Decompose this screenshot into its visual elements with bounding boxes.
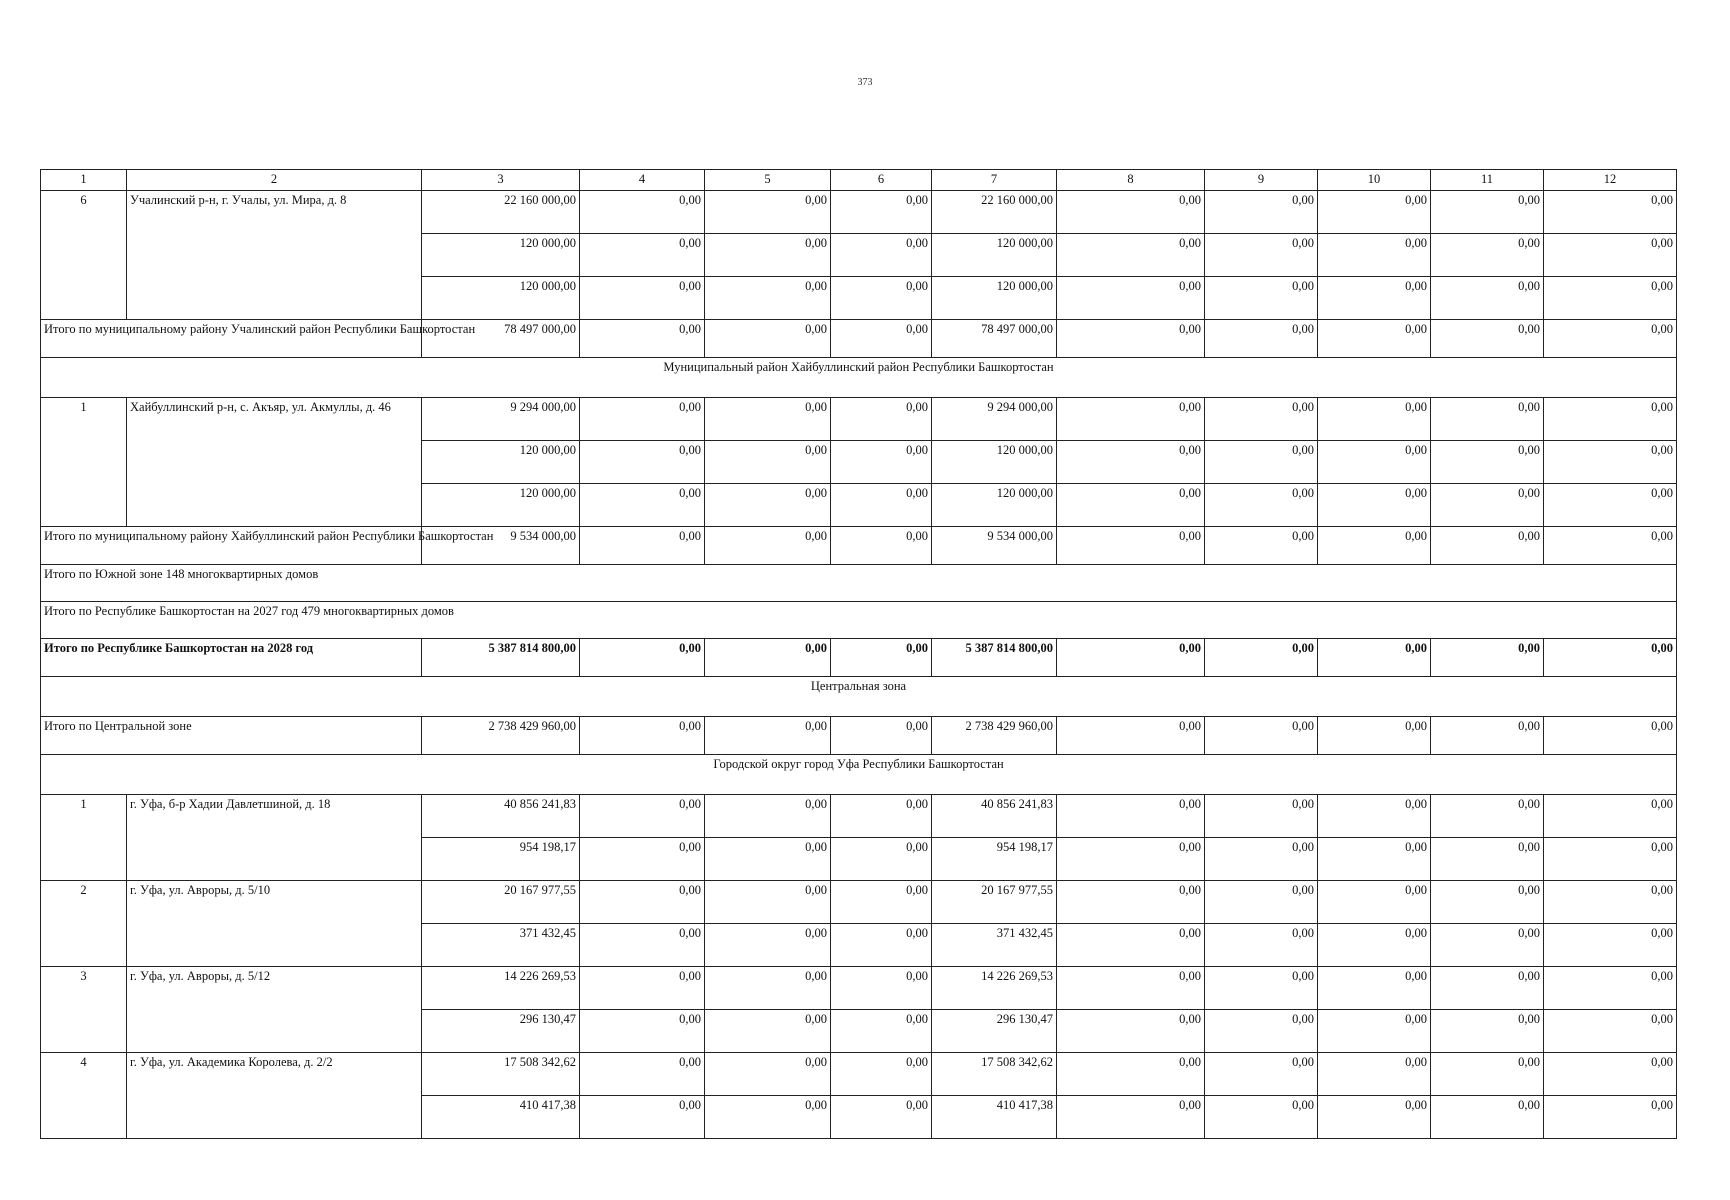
value-cell: 0,00	[1205, 191, 1318, 234]
value-cell: 0,00	[1318, 1096, 1431, 1139]
value-cell: 0,00	[1431, 484, 1544, 527]
value-cell: 0,00	[1205, 320, 1318, 358]
address-cell: Учалинский р-н, г. Учалы, ул. Мира, д. 8	[127, 191, 422, 320]
value-cell: 20 167 977,55	[932, 881, 1057, 924]
value-cell: 0,00	[1431, 527, 1544, 565]
value-cell: 0,00	[1057, 881, 1205, 924]
address-cell: Хайбуллинский р-н, с. Акъяр, ул. Акмуллы, д. 46	[127, 398, 422, 527]
value-cell: 0,00	[1544, 398, 1677, 441]
value-cell: 0,00	[705, 881, 831, 924]
value-cell: 0,00	[580, 277, 705, 320]
total-label: Итого по муниципальному району Хайбуллинский район Республики Башкортостан	[41, 527, 422, 565]
value-cell: 120 000,00	[932, 277, 1057, 320]
column-header: 12	[1544, 170, 1677, 191]
address-cell: г. Уфа, б-р Хадии Давлетшиной, д. 18	[127, 795, 422, 881]
value-cell: 0,00	[1318, 639, 1431, 677]
value-cell: 120 000,00	[932, 441, 1057, 484]
value-cell: 0,00	[1205, 1053, 1318, 1096]
column-header: 1	[41, 170, 127, 191]
value-cell: 0,00	[580, 1053, 705, 1096]
value-cell: 0,00	[1431, 191, 1544, 234]
value-cell: 0,00	[705, 1096, 831, 1139]
value-cell: 0,00	[831, 320, 932, 358]
value-cell: 0,00	[1544, 527, 1677, 565]
value-cell: 0,00	[705, 967, 831, 1010]
value-cell: 0,00	[1318, 277, 1431, 320]
value-cell: 0,00	[705, 795, 831, 838]
value-cell: 0,00	[1544, 484, 1677, 527]
value-cell: 0,00	[580, 320, 705, 358]
value-cell: 0,00	[1544, 639, 1677, 677]
value-cell: 0,00	[1057, 277, 1205, 320]
value-cell: 0,00	[1057, 717, 1205, 755]
row-number: 1	[41, 398, 127, 527]
value-cell: 0,00	[1544, 795, 1677, 838]
section-title: Городской округ город Уфа Республики Башкортостан	[41, 755, 1677, 795]
value-cell: 0,00	[1057, 320, 1205, 358]
value-cell: 0,00	[1205, 1010, 1318, 1053]
value-cell: 0,00	[831, 967, 932, 1010]
value-cell: 0,00	[705, 234, 831, 277]
value-cell: 40 856 241,83	[422, 795, 580, 838]
value-cell: 14 226 269,53	[422, 967, 580, 1010]
total-row	[41, 717, 1677, 755]
value-cell: 120 000,00	[932, 234, 1057, 277]
value-cell: 2 738 429 960,00	[932, 717, 1057, 755]
value-cell: 78 497 000,00	[422, 320, 580, 358]
value-cell: 0,00	[705, 191, 831, 234]
value-cell: 0,00	[1057, 639, 1205, 677]
section-title: Центральная зона	[41, 677, 1677, 717]
value-cell: 0,00	[831, 191, 932, 234]
value-cell: 120 000,00	[422, 234, 580, 277]
section-row	[41, 755, 1677, 795]
value-cell: 0,00	[1057, 484, 1205, 527]
value-cell: 0,00	[1318, 191, 1431, 234]
value-cell: 0,00	[1431, 639, 1544, 677]
value-cell: 20 167 977,55	[422, 881, 580, 924]
value-cell: 17 508 342,62	[422, 1053, 580, 1096]
page-number: 373	[857, 77, 873, 88]
value-cell: 0,00	[1318, 881, 1431, 924]
total-row	[41, 639, 1677, 677]
value-cell: 14 226 269,53	[932, 967, 1057, 1010]
value-cell: 371 432,45	[932, 924, 1057, 967]
column-header: 6	[831, 170, 932, 191]
value-cell: 0,00	[1205, 527, 1318, 565]
column-header: 5	[705, 170, 831, 191]
column-header: 2	[127, 170, 422, 191]
total-label: Итого по Республике Башкортостан на 2028 год	[41, 639, 422, 677]
value-cell: 0,00	[831, 1053, 932, 1096]
address-cell: г. Уфа, ул. Академика Королева, д. 2/2	[127, 1053, 422, 1139]
value-cell: 0,00	[1544, 441, 1677, 484]
value-cell: 0,00	[831, 234, 932, 277]
value-cell: 0,00	[1318, 1010, 1431, 1053]
value-cell: 0,00	[831, 1010, 932, 1053]
value-cell: 0,00	[1318, 1053, 1431, 1096]
value-cell: 0,00	[1544, 191, 1677, 234]
value-cell: 0,00	[831, 838, 932, 881]
value-cell: 410 417,38	[932, 1096, 1057, 1139]
value-cell: 0,00	[1318, 320, 1431, 358]
value-cell: 5 387 814 800,00	[422, 639, 580, 677]
summary-row	[41, 602, 1677, 639]
value-cell: 22 160 000,00	[422, 191, 580, 234]
value-cell: 120 000,00	[932, 484, 1057, 527]
value-cell: 0,00	[1544, 967, 1677, 1010]
value-cell: 0,00	[1318, 398, 1431, 441]
value-cell: 0,00	[1318, 441, 1431, 484]
table-row	[41, 967, 1677, 1010]
value-cell: 0,00	[1057, 441, 1205, 484]
section-title: Муниципальный район Хайбуллинский район Республики Башкортостан	[41, 358, 1677, 398]
value-cell: 0,00	[1431, 881, 1544, 924]
value-cell: 0,00	[1205, 484, 1318, 527]
value-cell: 0,00	[831, 924, 932, 967]
value-cell: 0,00	[1431, 1053, 1544, 1096]
value-cell: 0,00	[705, 527, 831, 565]
value-cell: 0,00	[1057, 234, 1205, 277]
summary-text: Итого по Южной зоне 148 многоквартирных домов	[41, 565, 1677, 602]
column-header: 11	[1431, 170, 1544, 191]
value-cell: 0,00	[831, 277, 932, 320]
value-cell: 0,00	[1431, 398, 1544, 441]
summary-row	[41, 565, 1677, 602]
value-cell: 0,00	[1544, 1053, 1677, 1096]
row-number: 4	[41, 1053, 127, 1139]
capital-repair-table	[40, 169, 1677, 1139]
section-row	[41, 358, 1677, 398]
value-cell: 0,00	[1431, 717, 1544, 755]
value-cell: 0,00	[831, 398, 932, 441]
value-cell: 0,00	[831, 881, 932, 924]
value-cell: 0,00	[1318, 234, 1431, 277]
value-cell: 120 000,00	[422, 441, 580, 484]
value-cell: 40 856 241,83	[932, 795, 1057, 838]
value-cell: 0,00	[1205, 717, 1318, 755]
value-cell: 0,00	[580, 191, 705, 234]
value-cell: 0,00	[1431, 795, 1544, 838]
table-row	[41, 398, 1677, 441]
value-cell: 0,00	[1544, 838, 1677, 881]
column-header: 9	[1205, 170, 1318, 191]
value-cell: 0,00	[1544, 1010, 1677, 1053]
value-cell: 0,00	[1318, 838, 1431, 881]
value-cell: 0,00	[1318, 717, 1431, 755]
table-row	[41, 1053, 1677, 1096]
value-cell: 0,00	[1544, 1096, 1677, 1139]
total-row	[41, 527, 1677, 565]
address-cell: г. Уфа, ул. Авроры, д. 5/10	[127, 881, 422, 967]
value-cell: 0,00	[1057, 191, 1205, 234]
value-cell: 954 198,17	[422, 838, 580, 881]
table-row	[41, 795, 1677, 838]
value-cell: 0,00	[1057, 795, 1205, 838]
row-number: 6	[41, 191, 127, 320]
value-cell: 0,00	[1205, 398, 1318, 441]
value-cell: 2 738 429 960,00	[422, 717, 580, 755]
value-cell: 0,00	[831, 484, 932, 527]
value-cell: 0,00	[1431, 441, 1544, 484]
value-cell: 0,00	[1318, 967, 1431, 1010]
value-cell: 0,00	[831, 441, 932, 484]
value-cell: 0,00	[1057, 838, 1205, 881]
total-row	[41, 320, 1677, 358]
value-cell: 17 508 342,62	[932, 1053, 1057, 1096]
value-cell: 0,00	[705, 484, 831, 527]
value-cell: 0,00	[1205, 967, 1318, 1010]
value-cell: 0,00	[1205, 277, 1318, 320]
value-cell: 0,00	[1318, 484, 1431, 527]
value-cell: 120 000,00	[422, 277, 580, 320]
value-cell: 0,00	[1205, 881, 1318, 924]
column-header: 3	[422, 170, 580, 191]
value-cell: 9 534 000,00	[932, 527, 1057, 565]
value-cell: 5 387 814 800,00	[932, 639, 1057, 677]
value-cell: 0,00	[1057, 924, 1205, 967]
value-cell: 0,00	[580, 527, 705, 565]
total-label: Итого по муниципальному району Учалинский район Республики Башкортостан	[41, 320, 422, 358]
value-cell: 371 432,45	[422, 924, 580, 967]
value-cell: 0,00	[1057, 398, 1205, 441]
value-cell: 0,00	[1431, 1010, 1544, 1053]
value-cell: 0,00	[1544, 881, 1677, 924]
value-cell: 0,00	[580, 1010, 705, 1053]
row-number: 1	[41, 795, 127, 881]
value-cell: 0,00	[1431, 234, 1544, 277]
value-cell: 0,00	[1318, 527, 1431, 565]
value-cell: 0,00	[580, 717, 705, 755]
value-cell: 0,00	[1431, 967, 1544, 1010]
value-cell: 0,00	[1205, 795, 1318, 838]
value-cell: 0,00	[580, 795, 705, 838]
value-cell: 0,00	[1205, 441, 1318, 484]
value-cell: 0,00	[1544, 924, 1677, 967]
table-row	[41, 881, 1677, 924]
value-cell: 0,00	[580, 1096, 705, 1139]
value-cell: 0,00	[580, 398, 705, 441]
value-cell: 0,00	[1057, 967, 1205, 1010]
value-cell: 0,00	[1205, 838, 1318, 881]
value-cell: 0,00	[1431, 277, 1544, 320]
value-cell: 410 417,38	[422, 1096, 580, 1139]
value-cell: 0,00	[705, 398, 831, 441]
value-cell: 0,00	[580, 441, 705, 484]
row-number: 2	[41, 881, 127, 967]
value-cell: 0,00	[1205, 234, 1318, 277]
value-cell: 9 294 000,00	[932, 398, 1057, 441]
value-cell: 0,00	[1318, 795, 1431, 838]
value-cell: 0,00	[1057, 1096, 1205, 1139]
value-cell: 0,00	[1205, 1096, 1318, 1139]
value-cell: 78 497 000,00	[932, 320, 1057, 358]
value-cell: 0,00	[831, 717, 932, 755]
value-cell: 0,00	[1205, 639, 1318, 677]
value-cell: 0,00	[580, 838, 705, 881]
value-cell: 0,00	[705, 838, 831, 881]
value-cell: 0,00	[705, 277, 831, 320]
value-cell: 0,00	[705, 441, 831, 484]
column-header: 4	[580, 170, 705, 191]
value-cell: 0,00	[580, 924, 705, 967]
value-cell: 0,00	[580, 484, 705, 527]
total-label: Итого по Центральной зоне	[41, 717, 422, 755]
value-cell: 120 000,00	[422, 484, 580, 527]
value-cell: 0,00	[580, 639, 705, 677]
table-row	[41, 191, 1677, 234]
section-row	[41, 677, 1677, 717]
value-cell: 0,00	[1544, 234, 1677, 277]
value-cell: 296 130,47	[422, 1010, 580, 1053]
value-cell: 0,00	[1431, 924, 1544, 967]
value-cell: 0,00	[705, 1053, 831, 1096]
value-cell: 0,00	[831, 795, 932, 838]
value-cell: 0,00	[831, 527, 932, 565]
value-cell: 0,00	[1057, 1010, 1205, 1053]
value-cell: 0,00	[1544, 717, 1677, 755]
value-cell: 0,00	[1431, 838, 1544, 881]
value-cell: 0,00	[1318, 924, 1431, 967]
value-cell: 0,00	[580, 881, 705, 924]
value-cell: 0,00	[1431, 1096, 1544, 1139]
value-cell: 0,00	[705, 639, 831, 677]
header-row	[41, 170, 1677, 191]
value-cell: 296 130,47	[932, 1010, 1057, 1053]
address-cell: г. Уфа, ул. Авроры, д. 5/12	[127, 967, 422, 1053]
value-cell: 0,00	[705, 1010, 831, 1053]
column-header: 8	[1057, 170, 1205, 191]
value-cell: 0,00	[1544, 277, 1677, 320]
value-cell: 0,00	[580, 234, 705, 277]
column-header: 10	[1318, 170, 1431, 191]
value-cell: 0,00	[705, 717, 831, 755]
summary-text: Итого по Республике Башкортостан на 2027 год 479 многоквартирных домов	[41, 602, 1677, 639]
value-cell: 0,00	[705, 924, 831, 967]
value-cell: 0,00	[1431, 320, 1544, 358]
value-cell: 0,00	[1057, 527, 1205, 565]
value-cell: 22 160 000,00	[932, 191, 1057, 234]
value-cell: 0,00	[1205, 924, 1318, 967]
value-cell: 954 198,17	[932, 838, 1057, 881]
column-header: 7	[932, 170, 1057, 191]
value-cell: 9 534 000,00	[422, 527, 580, 565]
value-cell: 0,00	[705, 320, 831, 358]
value-cell: 0,00	[1544, 320, 1677, 358]
row-number: 3	[41, 967, 127, 1053]
value-cell: 0,00	[831, 639, 932, 677]
value-cell: 0,00	[580, 967, 705, 1010]
value-cell: 9 294 000,00	[422, 398, 580, 441]
value-cell: 0,00	[831, 1096, 932, 1139]
value-cell: 0,00	[1057, 1053, 1205, 1096]
